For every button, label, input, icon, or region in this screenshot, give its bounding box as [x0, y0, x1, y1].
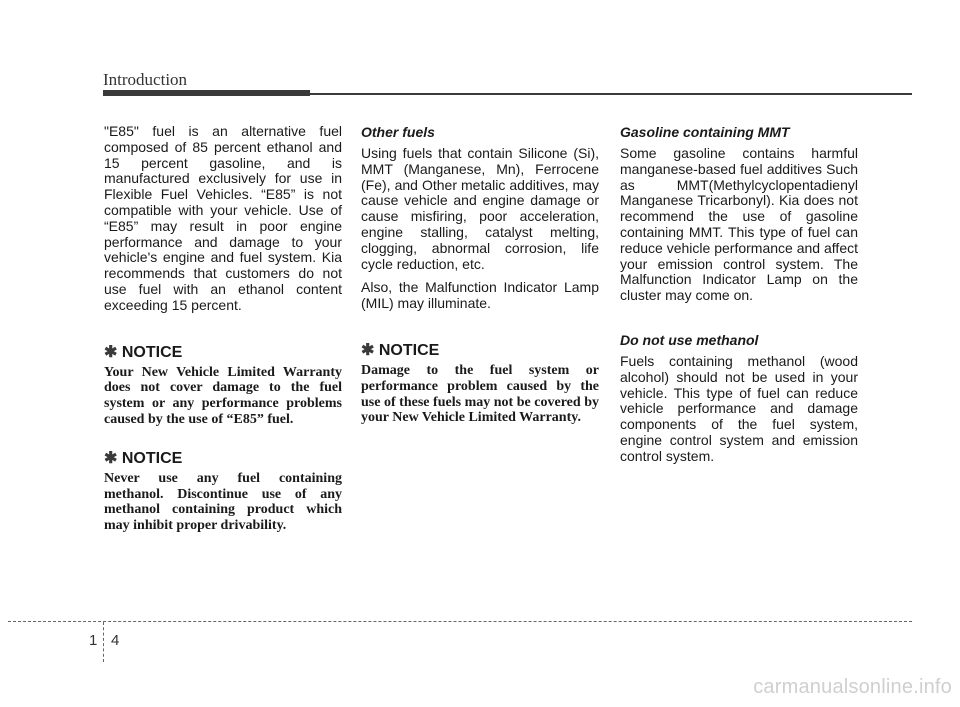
watermark-text: carmanualsonline.info	[753, 676, 952, 698]
mmt-paragraph: Some gasoline contains harmful manganese-based fuel additives Such as MMT(Methylcyclopentadienyl Manganese Tricarbonyl). Kia does not recommend the use of gasoline containing MMT. This type of fuel can reduce vehicle performance and affect your emission control system. The Malfunction Indicator Lamp on the cluster may come on.	[620, 145, 858, 304]
chapter-number: 1	[89, 632, 98, 649]
header-rule-thick	[103, 90, 310, 96]
notice-title: NOTICE	[378, 341, 440, 359]
column-2	[361, 124, 599, 426]
star-icon: ✱	[104, 343, 118, 361]
header-rule-thin	[310, 93, 912, 95]
methanol-paragraph: Fuels containing methanol (wood alcohol) should not be used in your vehicle. This type of fuel can reduce vehicle performance and damage components of the fuel system, engine control system and emission control system.	[620, 352, 858, 464]
footer-divider	[103, 622, 104, 662]
notice-body-warranty: Your New Vehicle Limited Warranty does not cover damage to the fuel system or any performance problems caused by the use of “E85” fuel.	[104, 364, 342, 427]
footer-rule	[8, 621, 912, 622]
other-fuels-paragraph: Using fuels that contain Silicone (Si), MMT (Manganese, Mn), Ferrocene (Fe), and Other metalic additives, may cause vehicle and engine damage or cause misfiring, poor acceleration, engine stalling, catalyst melting, clogging, abnormal corrosion, life cycle reduction, etc.	[361, 145, 599, 272]
other-fuels-heading: Other fuels	[361, 124, 435, 140]
methanol-heading: Do not use methanol	[620, 331, 759, 348]
star-icon: ✱	[104, 449, 118, 467]
mmt-heading: Gasoline containing MMT	[620, 124, 790, 140]
e85-intro-paragraph: "E85" fuel is an alternative fuel composed of 85 percent ethanol and 15 percent gasoline, and is manufactured exclusively for use in Flexible Fuel Vehicles. “E85” is not compatible with your vehicle. Use of “E85” may result in poor engine performance and damage to your vehicle's engine and fuel system. Kia recommends that customers do not use fuel with an ethanol content exceeding 15 percent.	[104, 123, 342, 313]
column-3	[620, 124, 858, 473]
page-header-title: Introduction	[103, 70, 188, 89]
mil-paragraph: Also, the Malfunction Indicator Lamp (MIL) may illuminate.	[361, 279, 599, 312]
notice-heading	[361, 342, 599, 360]
column-1	[104, 124, 342, 534]
notice-body-methanol: Never use any fuel containing methanol. Discontinue use of any methanol containing product which may inhibit proper drivability.	[104, 470, 342, 534]
notice-heading	[104, 344, 342, 362]
page-number: 4	[111, 632, 120, 649]
notice-heading	[104, 450, 342, 468]
notice-body-fuel-damage: Damage to the fuel system or performance problem caused by the use of these fuels may not be covered by your New Vehicle Limited Warranty.	[361, 362, 599, 426]
notice-title: NOTICE	[121, 343, 183, 361]
notice-title: NOTICE	[121, 449, 183, 467]
star-icon: ✱	[361, 341, 375, 359]
